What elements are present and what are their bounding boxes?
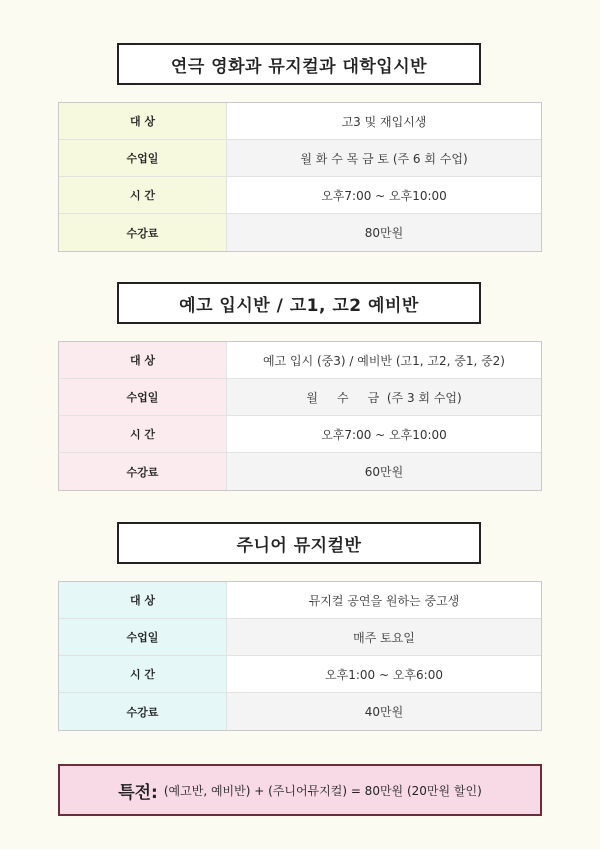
row-label: 수업일 (59, 619, 227, 655)
row-value: 80만원 (227, 214, 541, 251)
table-row-fee (59, 453, 541, 490)
row-label: 시 간 (59, 656, 227, 692)
special-offer-box (58, 764, 542, 816)
row-label: 대 상 (59, 342, 227, 378)
section-title-college-prep: 연극 영화과 뮤지컬과 대학입시반 (117, 43, 481, 85)
table-row-target (59, 103, 541, 140)
table-row-time (59, 416, 541, 453)
row-value: 오후1:00 ~ 오후6:00 (325, 667, 443, 682)
row-label: 수업일 (59, 379, 227, 415)
row-value: 월 화 수 목 금 토 (주 6 회 수업) (227, 140, 541, 176)
row-label: 대 상 (59, 582, 227, 618)
table-row-time (59, 656, 541, 693)
table-row-target (59, 342, 541, 379)
row-value: 오후7:00 ~ 오후10:00 (321, 427, 447, 442)
table-row-time (59, 177, 541, 214)
row-value: 월 수 금 (주 3 회 수업) (227, 379, 541, 415)
row-value: 뮤지컬 공연을 원하는 중고생 (308, 593, 460, 608)
special-offer-label: 특전: (118, 782, 158, 803)
row-label: 시 간 (59, 416, 227, 452)
row-label: 대 상 (59, 103, 227, 139)
row-value: 오후7:00 ~ 오후10:00 (321, 188, 447, 203)
row-label: 시 간 (59, 177, 227, 213)
junior-musical-table (58, 581, 542, 731)
table-row-fee (59, 214, 541, 251)
row-label: 수강료 (59, 214, 227, 251)
table-row-class-days (59, 379, 541, 416)
arts-high-prep-table (58, 341, 542, 491)
section-title-junior-musical: 주니어 뮤지컬반 (117, 522, 481, 564)
table-row-fee (59, 693, 541, 730)
college-prep-table (58, 102, 542, 252)
table-row-target (59, 582, 541, 619)
section-title-arts-high-prep: 예고 입시반 / 고1, 고2 예비반 (117, 282, 481, 324)
table-row-class-days (59, 619, 541, 656)
row-label: 수강료 (59, 693, 227, 730)
row-value: 예고 입시 (중3) / 예비반 (고1, 고2, 중1, 중2) (262, 353, 505, 368)
row-value: 매주 토요일 (227, 619, 541, 655)
row-label: 수강료 (59, 453, 227, 490)
special-offer-text: (예고반, 예비반) + (주니어뮤지컬) = 80만원 (20만원 할인) (163, 783, 482, 798)
row-value: 60만원 (227, 453, 541, 490)
row-label: 수업일 (59, 140, 227, 176)
table-row-class-days (59, 140, 541, 177)
row-value: 고3 및 재입시생 (341, 114, 427, 129)
row-value: 40만원 (227, 693, 541, 730)
